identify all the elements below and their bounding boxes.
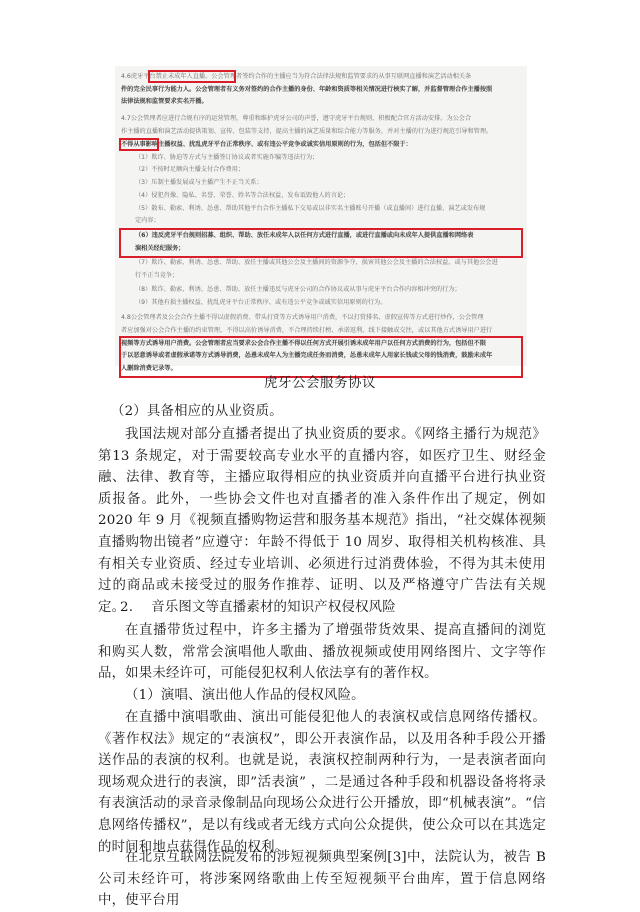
figure-text-line: 4.8公会管理者及公会合作主播不得以虚假消费、带头打赏等方式诱导用户消费，不以打赏排名、虚假宣传等方式进行炒作，公会管理 [121,314,484,321]
figure-text-line: （2）不按时足额向主播支付合作费用； [135,166,245,173]
figure-text-line: （7）欺诈、勒索、利诱、怂恿、帮助、放任主播或其他公会及主播间的资源争夺，损害其他公会及主播的合法权益，或与其他公会进 [135,259,498,266]
figure-text-line: （4）侵犯肖像、隐私、名誉、荣誉、姓名等合法权益，发布诋毁他人的言论； [135,192,350,199]
figure-text-line: 不得从事影响主播权益、扰乱虎牙平台正常秩序、或有违公平竞争或诚实信用原则的行为，包括但不限于： [121,141,412,148]
figure-text-line: （8）欺诈、勒索、利诱、怂恿、帮助、放任主播违反与虎牙公司的合作协议或从事与虎牙平台合作内容相冲突的行为； [135,286,461,293]
figure-text-line: 者应加强对公会合作主播的约束管理，不得以高价诱导消费，不合理持续打榜、承诺返利、线下接触或交往，或以其他方式诱导用户进行 [121,327,493,334]
scanned-agreement-figure [115,66,527,372]
figure-text-line: 演相关经纪服务； [135,245,185,252]
figure-text-line: 行不正当竞争； [135,272,179,279]
paragraph-ip-risk: 在直播带货过程中，许多主播为了增强带货效果、提高直播间的浏览和购买人数，常常会演唱他人歌曲、播放视频或使用网络图片、文字等作品，如果未经许可，可能侵犯权利人依法享有的著作权。 [98,623,546,682]
paragraph-performance-right: 在直播中演唱歌曲、演出可能侵犯他人的表演权或信息网络传播权。《著作权法》规定的“表演权”，即公开表演作品，以及用各种手段公开播送作品的表演的权利。也就是说，表演权控制两种行为，一是表演者面向现场观众进行的表演，即”活表演” ，二是通过各种手段和机器设备将将录有表演活动的录音录像制品向现场公众进行公开播放，即“机械表演”。“信息网络传播权”，是以有线或者无线方式向公众提供，使公众可以在其选定的时间和地点获得作品的权利。 [98,710,546,855]
figure-text-line: 于以恶意诱导或者虚假承诺等方式诱导消费，怂恿未成年人为主播完成任务而消费，怂恿未成年人用家长钱或父母的钱消费，鼓励未成年 [121,352,493,359]
figure-text-line: 定内容； [135,217,160,224]
figure-text-line: 4.7公会管理者应进行合规有序的运营管理，尊重和维护虎牙公司的声誉，遵守虎牙平台规则，积极配合官方活动安排。为公会合 [121,115,472,122]
paragraph-performance-risk: （1）演唱、演出他人作品的侵权风险。 [125,688,365,703]
paragraph-qualification: （2）具备相应的从业资质。 [111,404,283,419]
figure-text-line: （5）散布、勒索、利诱、怂恿、帮助其他平台合作主播私下交易或以非实名主播账号开播（或直播间）进行直播、演艺或发布规 [135,205,486,212]
figure-text-line: （1）欺诈、胁迫等方式与主播签订协议或者实施诈骗等违法行为； [135,154,319,161]
figure-text-line: 4.6虎牙平台禁止未成年人直播。公会管理者签约合作的主播应当为符合法律法规和监管要求的从事互联网直播和演艺活动相关条 [121,73,472,80]
figure-text-line: （3）压制主播发展或与主播产生不正当关系； [135,179,263,186]
highlight-box [148,70,236,83]
figure-text-line: （6）违反虎牙平台规则招募、组织、帮助、放任未成年人以任何方式进行直播，或进行直播或向未成年人提供直播和网络表 [135,232,474,239]
figure-text-line: 法律法规和监管要求实名开播。 [121,98,208,105]
figure-text-line: （9）其他有损主播权益、扰乱虎牙平台正常秩序、或有违公平竞争或诚实信用原则的行为。 [135,299,387,306]
highlight-box [119,138,159,151]
figure-text-line: 人删除消费记录等。 [121,365,177,372]
figure-text-line: 视频等方式诱导用户消费。公会管理者应当要求公会合作主播不得以任何方式开展引诱未成年用户以任何方式消费的行为，包括但不限 [121,340,487,347]
figure-text-line: 件的完全民事行为能力人。公会管理者有义务对签约的合作主播的身份、年龄和资质等相关情况进行核实了解，并监督管理合作主播按照 [121,86,493,93]
paragraph-court-case: 在北京互联网法院发布的涉短视频典型案例[3]中，法院认为，被告 B 公司未经许可，将涉案网络歌曲上传至短视频平台曲库，置于信息网络中，使平台用 [98,850,546,909]
figure-caption: 虎牙公会服务协议 [264,375,376,391]
figure-text-line: 作主播的直播和演艺活动提供策划、宣传、包装等支持，提高主播的演艺质量和综合能力等服务，并对主播的行为进行规范引导和管理。 [121,128,493,135]
highlight-box [119,228,523,258]
section-heading: 2. 音乐图文等直播素材的知识产权侵权风险 [120,600,396,615]
paragraph-regulations: 我国法规对部分直播者提出了执业资质的要求。《网络主播行为规范》第13 条规定，对于需要较高专业水平的直播内容，如医疗卫生、财经金融、法律、教育等，主播应取得相应的执业资质并向直播平台进行执业资质报备。此外，一些协会文件也对直播者的准入条件作出了规定，例如 2020 年 9 月《视频直播购物运营和服务基本规范》指出，“社交媒体视频直播购物出镜者”应遵守：年龄不得低于 10 周岁、取得相关机构核准、具有相关专业资质、经过专业培训、必须进行过消费体验，不得为其未使用过的商品或未接受过的服务作推荐、证明、以及严格遵守广告法有关规定。 [98,427,546,615]
